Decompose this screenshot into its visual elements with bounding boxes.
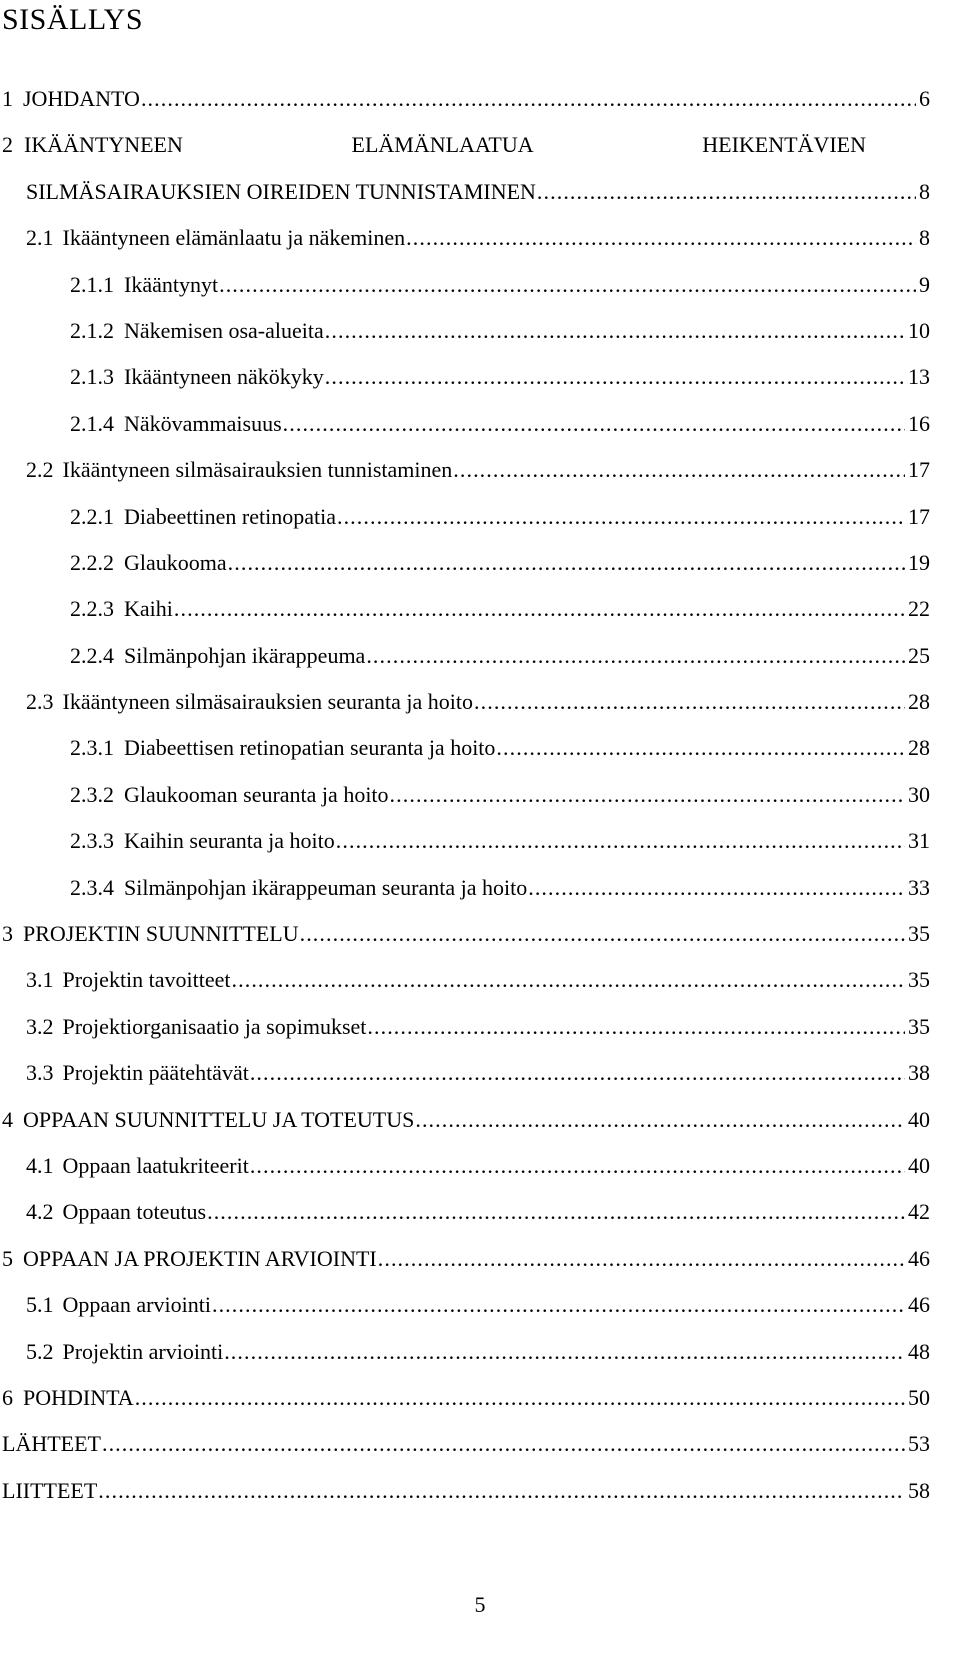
toc-entry-page: 17 (908, 457, 930, 483)
toc-entry-title: OPPAAN SUUNNITTELU JA TOTEUTUS (23, 1106, 415, 1132)
dot-leader (174, 586, 905, 632)
toc-entry[interactable] (0, 633, 960, 679)
toc-entry-page: 50 (908, 1384, 930, 1410)
toc-entry-page: 28 (908, 689, 930, 715)
toc-entry-page: 58 (908, 1477, 930, 1503)
toc-entry[interactable] (0, 1050, 960, 1096)
toc-entry-number: 2.3.2 (70, 781, 114, 807)
dot-leader (337, 494, 905, 540)
toc-entry-number: 2.2 (26, 457, 54, 483)
dot-leader (336, 818, 905, 864)
toc-entry-title: PROJEKTIN SUUNNITTELU (23, 921, 299, 947)
toc-entry-page: 16 (908, 410, 930, 436)
dot-leader (219, 262, 916, 308)
dot-leader (228, 540, 905, 586)
toc-entry-title: Silmänpohjan ikärappeuman seuranta ja hoito (124, 874, 528, 900)
dot-leader (378, 1236, 905, 1282)
toc-entry-number: 2.2.2 (70, 549, 114, 575)
toc-entry[interactable] (0, 354, 960, 400)
toc-entry-title: JOHDANTO (23, 86, 140, 111)
toc-entry[interactable] (0, 1143, 960, 1189)
table-of-contents (0, 76, 960, 1514)
dot-leader (232, 957, 905, 1003)
toc-entry-title: Kaihi (124, 596, 173, 622)
toc-entry-number: 6 (2, 1384, 13, 1410)
dot-leader (207, 1189, 905, 1235)
toc-entry-page: 38 (908, 1060, 930, 1086)
toc-entry[interactable] (0, 772, 960, 818)
toc-entry[interactable] (0, 818, 960, 864)
toc-entry-title: Diabeettisen retinopatian seuranta ja hoito (124, 735, 496, 761)
toc-entry-title: Ikääntyneen silmäsairauksien seuranta ja hoito (62, 689, 474, 715)
toc-entry-title: Ikääntyneen näkökyky (124, 364, 324, 390)
toc-entry-number: 2.1.1 (70, 271, 114, 297)
dot-leader (415, 1097, 905, 1143)
dot-leader (98, 1468, 905, 1514)
toc-entry-title: Oppaan arviointi (62, 1292, 211, 1318)
toc-entry[interactable] (0, 911, 960, 957)
toc-entry-page: 8 (919, 225, 930, 251)
toc-entry[interactable] (0, 725, 960, 771)
toc-entry-title: Oppaan toteutus (62, 1199, 207, 1225)
dot-leader (406, 215, 916, 261)
toc-entry[interactable] (0, 679, 960, 725)
toc-entry[interactable] (0, 1375, 960, 1421)
toc-entry-number: 2.2.1 (70, 503, 114, 529)
toc-entry-page: 40 (908, 1106, 930, 1132)
page-number: 5 (474, 1592, 486, 1617)
toc-entry-number: 2.2.3 (70, 596, 114, 622)
toc-entry-title: Glaukooma (124, 549, 227, 575)
toc-entry-page: 40 (908, 1152, 930, 1178)
toc-entry-title: Ikääntynyt (124, 271, 219, 297)
toc-entry-page: 35 (908, 1013, 930, 1039)
toc-entry-number: 4.2 (26, 1199, 54, 1225)
dot-leader (250, 1050, 905, 1096)
toc-entry-number: 2.2.4 (70, 642, 114, 668)
dot-leader (367, 1004, 905, 1050)
toc-entry[interactable] (0, 1282, 960, 1328)
toc-entry-title: Projektin päätehtävät (62, 1060, 249, 1086)
toc-entry-page: 46 (908, 1292, 930, 1318)
toc-entry-title: LÄHTEET (2, 1431, 101, 1457)
toc-entry[interactable] (0, 1421, 960, 1467)
toc-entry-number: 3.2 (26, 1013, 54, 1039)
toc-entry-page: 22 (908, 596, 930, 622)
toc-entry-number: 2.3 (26, 689, 54, 715)
toc-entry[interactable] (0, 262, 960, 308)
dot-leader (325, 354, 905, 400)
toc-entry-title: POHDINTA (23, 1384, 134, 1410)
dot-leader (366, 633, 905, 679)
toc-entry-number: 5 (2, 1245, 13, 1271)
toc-entry-number: 3 (2, 921, 13, 947)
toc-entry[interactable] (0, 1189, 960, 1235)
toc-entry-title: Diabeettinen retinopatia (124, 503, 336, 529)
toc-entry-page: 53 (908, 1431, 930, 1457)
toc-entry[interactable] (0, 215, 960, 261)
toc-entry-page: 30 (908, 781, 930, 807)
toc-entry[interactable] (0, 308, 960, 354)
toc-entry-number: 2.1.2 (70, 317, 114, 343)
toc-entry[interactable] (0, 401, 960, 447)
toc-entry[interactable] (0, 865, 960, 911)
toc-entry[interactable] (0, 1236, 960, 1282)
toc-entry-multiline-second[interactable] (0, 169, 960, 215)
dot-leader (496, 725, 905, 771)
toc-entry-title-part: HEIKENTÄVIEN (702, 132, 866, 158)
toc-entry-number: 5.1 (26, 1292, 54, 1318)
toc-entry-number: 5.2 (26, 1338, 54, 1364)
dot-leader (212, 1282, 905, 1328)
toc-entry-page: 9 (919, 271, 930, 297)
dot-leader (102, 1421, 905, 1467)
dot-leader (300, 911, 905, 957)
toc-entry-page: 31 (908, 828, 930, 854)
page-title: SISÄLLYS (2, 3, 144, 36)
toc-entry-number: 4.1 (26, 1152, 54, 1178)
toc-entry-title: Projektin arviointi (62, 1338, 224, 1364)
toc-entry-page: 10 (908, 317, 930, 343)
dot-leader (224, 1329, 905, 1375)
toc-entry[interactable] (0, 586, 960, 632)
toc-entry-page: 17 (908, 503, 930, 529)
toc-entry-number: 3.1 (26, 967, 54, 993)
toc-entry-number: 2.3.1 (70, 735, 114, 761)
toc-entry-page: 19 (908, 549, 930, 575)
toc-entry-page: 8 (919, 178, 930, 204)
toc-entry[interactable] (0, 1004, 960, 1050)
toc-entry-title: Ikääntyneen silmäsairauksien tunnistaminen (62, 457, 453, 483)
toc-entry[interactable] (0, 494, 960, 540)
dot-leader (474, 679, 905, 725)
toc-entry[interactable] (0, 447, 960, 493)
toc-entry-number: 3.3 (26, 1060, 54, 1086)
toc-entry-title: SILMÄSAIRAUKSIEN OIREIDEN TUNNISTAMINEN (26, 178, 536, 204)
toc-entry-multiline-first[interactable] (0, 122, 960, 168)
dot-leader (453, 447, 905, 493)
toc-entry-title: Kaihin seuranta ja hoito (124, 828, 335, 854)
toc-entry-title: Ikääntyneen elämänlaatu ja näkeminen (62, 225, 406, 251)
dot-leader (283, 401, 905, 447)
toc-entry-number: 2.3.3 (70, 828, 114, 854)
toc-entry-number: 1 (2, 86, 13, 111)
toc-entry-page: 25 (908, 642, 930, 668)
toc-entry-number: 2.3.4 (70, 874, 114, 900)
toc-entry-title: Projektiorganisaatio ja sopimukset (62, 1013, 367, 1039)
dot-leader (250, 1143, 905, 1189)
toc-entry-page: 6 (919, 86, 930, 111)
toc-entry[interactable] (0, 1468, 960, 1514)
toc-entry-number: 2.1 (26, 225, 54, 251)
toc-entry[interactable] (0, 76, 960, 122)
dot-leader (141, 76, 916, 122)
dot-leader (390, 772, 905, 818)
toc-entry-title: Silmänpohjan ikärappeuma (124, 642, 366, 668)
dot-leader (537, 169, 916, 215)
toc-entry-page: 48 (908, 1338, 930, 1364)
toc-entry-page: 35 (908, 967, 930, 993)
toc-entry-title: Oppaan laatukriteerit (62, 1152, 249, 1178)
toc-entry-page: 13 (908, 364, 930, 390)
dot-leader (528, 865, 905, 911)
toc-entry[interactable] (0, 957, 960, 1003)
toc-entry-title: Näkövammaisuus (124, 410, 282, 436)
toc-entry[interactable] (0, 1097, 960, 1143)
toc-entry-page: 35 (908, 921, 930, 947)
dot-leader (135, 1375, 905, 1421)
toc-entry-title: Glaukooman seuranta ja hoito (124, 781, 389, 807)
toc-entry-number: 4 (2, 1106, 13, 1132)
toc-entry-title: Näkemisen osa-alueita (124, 317, 324, 343)
toc-entry-title: OPPAAN JA PROJEKTIN ARVIOINTI (23, 1245, 377, 1271)
dot-leader (325, 308, 905, 354)
toc-entry-title-part: ELÄMÄNLAATUA (351, 132, 534, 158)
toc-entry-title: Projektin tavoitteet (62, 967, 231, 993)
toc-entry[interactable] (0, 1329, 960, 1375)
toc-entry-page: 42 (908, 1199, 930, 1225)
toc-entry-page: 46 (908, 1245, 930, 1271)
toc-entry-page: 28 (908, 735, 930, 761)
toc-entry-number: 2 IKÄÄNTYNEEN (2, 132, 183, 158)
toc-entry-title: LIITTEET (2, 1477, 98, 1503)
toc-entry-page: 33 (908, 874, 930, 900)
toc-entry-number: 2.1.4 (70, 410, 114, 436)
toc-entry-number: 2.1.3 (70, 364, 114, 390)
toc-entry[interactable] (0, 540, 960, 586)
